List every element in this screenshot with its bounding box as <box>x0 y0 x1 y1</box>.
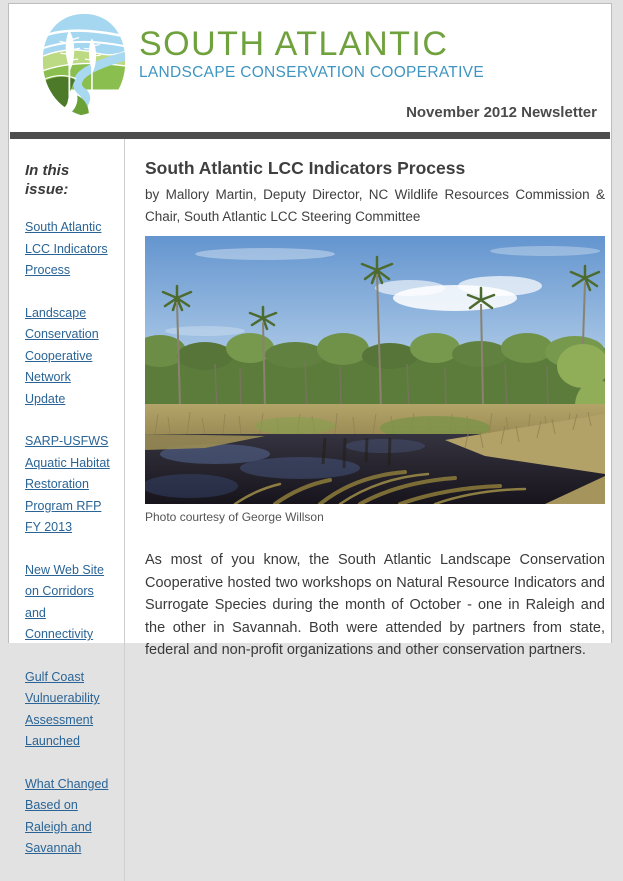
issue-sidebar <box>9 139 125 881</box>
marsh-palms-photo-illustration <box>145 236 605 504</box>
toc-link-gulf-coast-assessment[interactable]: Gulf Coast Vulnuerability Assessment Launched <box>25 669 100 748</box>
article-title: South Atlantic LCC Indicators Process <box>145 158 466 178</box>
newsletter-card <box>8 3 612 855</box>
toc-link-sarp-usfws-rfp[interactable]: SARP-USFWS Aquatic Habitat Restoration Program RFP FY 2013 <box>25 434 110 534</box>
newsletter-edition: November 2012 Newsletter <box>406 104 597 121</box>
brand-tagline: LANDSCAPE CONSERVATION COOPERATIVE <box>139 64 484 81</box>
article-photo <box>145 236 605 504</box>
article-byline: by Mallory Martin, Deputy Director, NC Wildlife Resources Commission & Chair, South Atlantic LCC Steering Committee <box>145 187 605 224</box>
salcc-logo-icon <box>30 11 138 119</box>
header-divider-bar <box>10 132 610 139</box>
toc-link-what-changed[interactable]: What Changed Based on Raleigh and Savannah <box>25 776 109 855</box>
issue-heading: In this issue: <box>25 162 70 198</box>
photo-caption: Photo courtesy of George Willson <box>145 510 324 524</box>
toc-link-indicators-process[interactable]: South Atlantic LCC Indicators Process <box>25 220 108 277</box>
newsletter-header <box>9 4 611 132</box>
article-body: As most of you know, the South Atlantic Landscape Conservation Cooperative hosted two workshops on Natural Resource Indicators and Surrogate Species during the month of October - one in Raleigh and the other in Savannah. Both were attended by partners from state, federal and non-profit organizations and other conservation partners. <box>145 552 605 659</box>
brand-wordmark <box>139 26 484 82</box>
toc-link-lcc-network-update[interactable]: Landscape Conservation Cooperative Network Update <box>25 305 99 406</box>
article-main <box>125 139 611 881</box>
toc-link-corridors-website[interactable]: New Web Site on Corridors and Connectivity <box>25 562 104 641</box>
brand-name: SOUTH ATLANTIC <box>139 25 449 63</box>
